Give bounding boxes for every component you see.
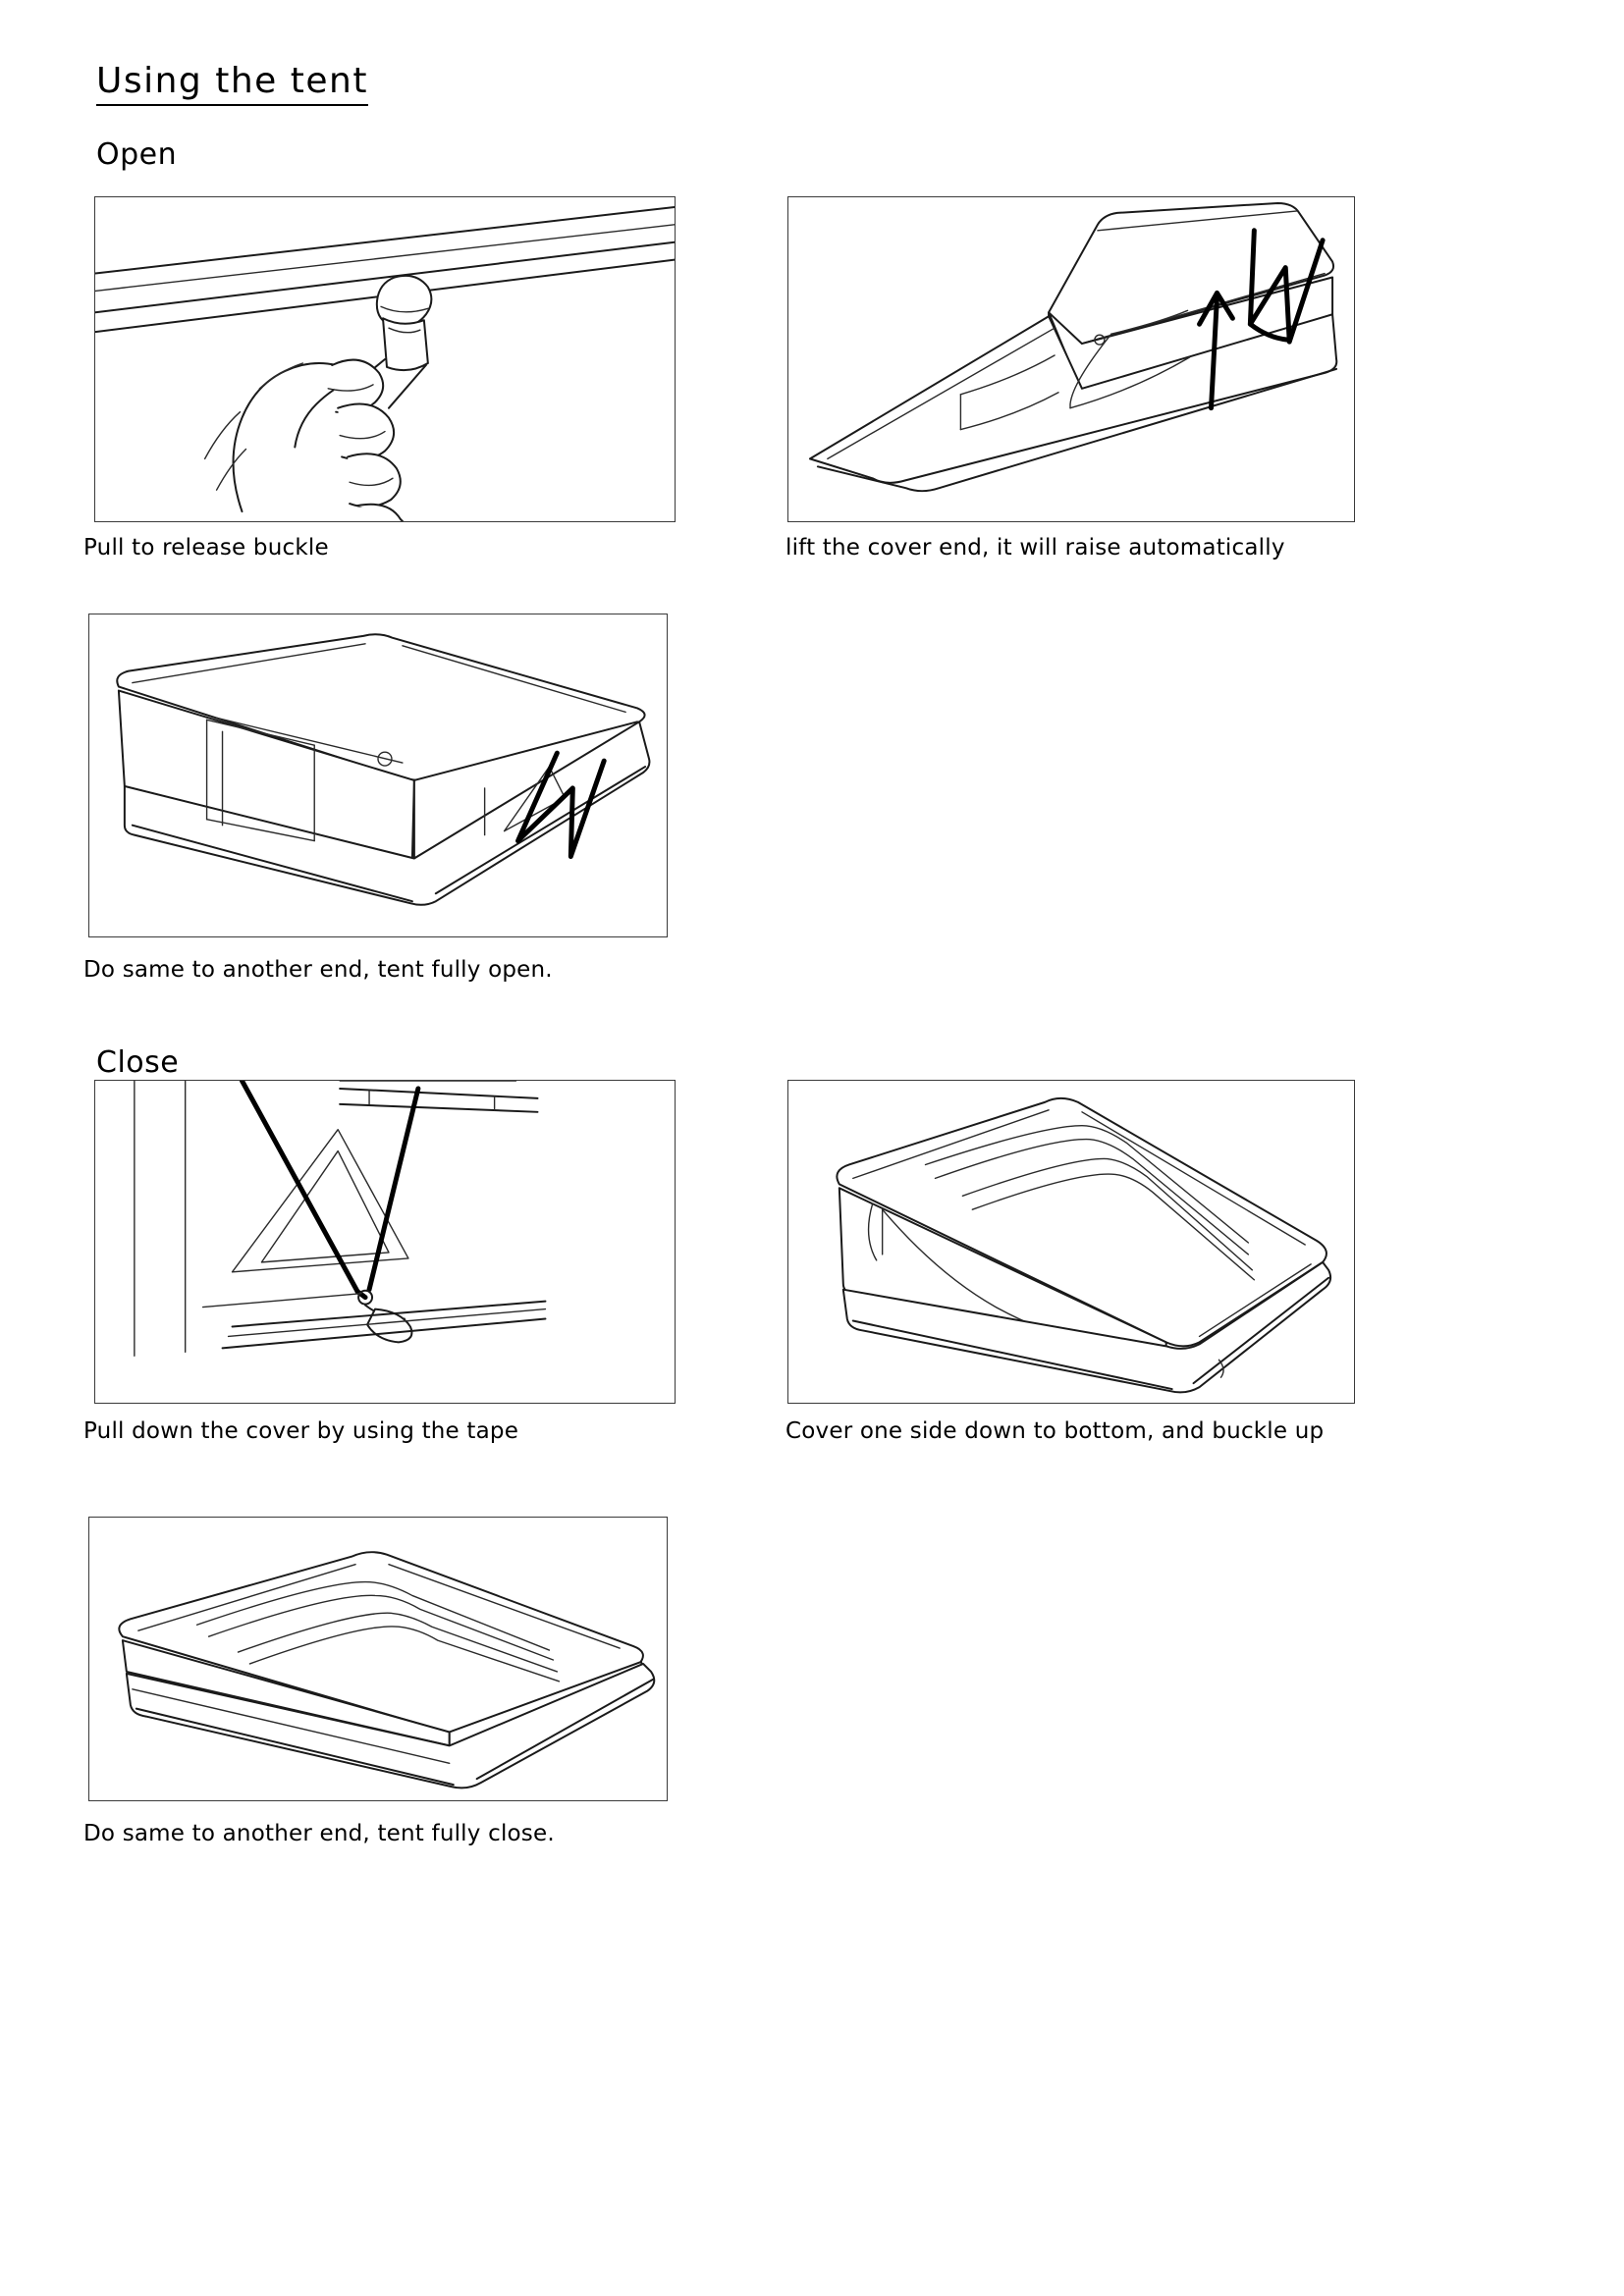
illustration-tent-lift-end [788, 197, 1354, 521]
section-heading-open: Open [96, 137, 178, 172]
figure-caption-fully-close: Do same to another end, tent fully close. [83, 1821, 555, 1846]
illustration-pull-tape [95, 1081, 675, 1403]
figure-fully-open [88, 614, 668, 937]
figure-caption-pull-buckle: Pull to release buckle [83, 535, 329, 561]
figure-fully-close [88, 1517, 668, 1801]
illustration-tent-fully-open [89, 614, 667, 936]
illustration-tent-fully-close [89, 1518, 667, 1800]
figure-lift-cover [787, 196, 1355, 522]
figure-caption-cover-side: Cover one side down to bottom, and buckle up [785, 1418, 1325, 1444]
figure-pull-buckle [94, 196, 676, 522]
figure-pull-tape [94, 1080, 676, 1404]
page-title: Using the tent [96, 61, 368, 106]
figure-caption-lift-cover: lift the cover end, it will raise automatically [785, 535, 1285, 561]
figure-caption-fully-open: Do same to another end, tent fully open. [83, 957, 553, 983]
section-heading-close: Close [96, 1045, 180, 1080]
figure-caption-pull-tape: Pull down the cover by using the tape [83, 1418, 519, 1444]
illustration-hand-buckle [95, 197, 675, 521]
figure-cover-side [787, 1080, 1355, 1404]
illustration-cover-one-side [788, 1081, 1354, 1403]
